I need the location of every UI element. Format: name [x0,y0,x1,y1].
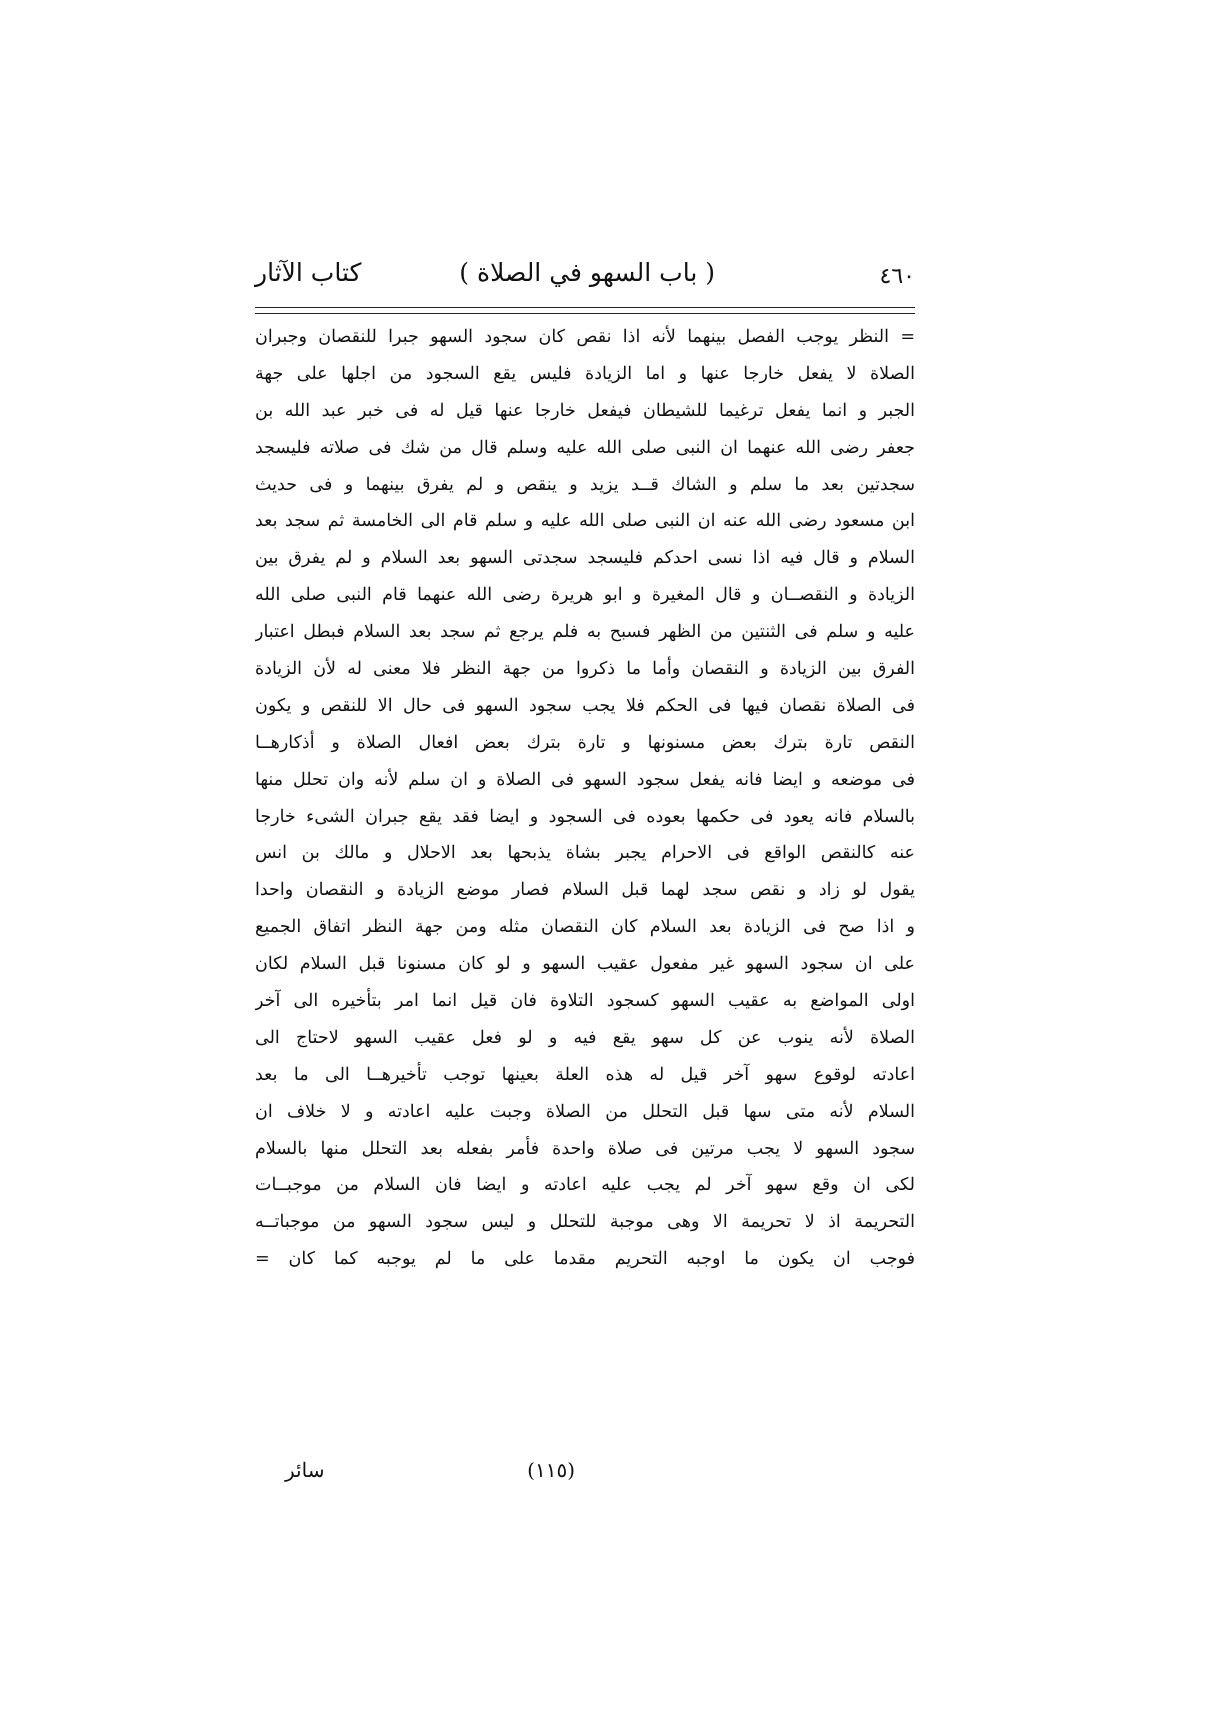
text-line: عنه كالنقص الواقع فى الاحرام يجبر بشاة يذبحها بعد الاحلال و مالك بن انس [255,843,915,864]
text-line: اولى المواضع به عقيب السهو كسجود التلاوة فان قيل انما امر بتأخيره الى آخر [255,991,915,1012]
text-line: و اذا صح فى الزيادة بعد السلام كان النقصان مثله ومن جهة النظر اتفاق الجميع [255,917,915,938]
text-line: اعادته لوقوع سهو آخر قيل له هذه العلة بعينها توجب تأخيرهــا الى ما بعد [255,1064,915,1085]
text-line: سجدتين بعد ما سلم و الشاك قــد يزيد و ينقص و لم يفرق بينهما و فى حديث [255,474,915,495]
text-line: جعفر رضى الله عنهما ان النبى صلى الله عليه وسلم قال من شك فى صلاته فليسجد [255,437,915,458]
text-line: التحريمة اذ لا تحريمة الا وهى موجبة للتحلل و ليس سجود السهو من موجباتــه [255,1212,915,1233]
text-line: ابن مسعود رضى الله عنه ان النبى صلى الله عليه و سلم قام الى الخامسة ثم سجد بعد [255,511,915,532]
header-rule-thin [255,313,915,314]
text-line: فى موضعه و ايضا فانه يفعل سجود السهو فى الصلاة و ان سلم لأنه وان تحلل منها [255,769,915,790]
body-text [255,319,915,1278]
text-line: بالسلام فانه يعود فى حكمها بعوده فى السجود و ايضا فقد يقع جبران الشىء خارجا [255,806,915,827]
catchword: سائر [285,1458,325,1482]
text-line: لكى ان وقع سهو آخر لم يجب عليه اعادته و ايضا فان السلام من موجبــات [255,1175,915,1196]
signature-mark: (١١٥) [527,1458,575,1482]
text-line: الجبر و انما يفعل ترغيما للشيطان فيفعل خارجا عنها قيل له فى خبر عبد الله بن [255,400,915,421]
page-number: ٤٦٠ [879,264,915,289]
text-line: فى الصلاة نقصان فيها فى الحكم فلا يجب سجود السهو فى حال الا للنقص و يكون [255,695,915,716]
text-line: الفرق بين الزيادة و النقصان وأما ما ذكروا من جهة النظر فلا معنى له لأن الزيادة [255,659,915,680]
chapter-title: ( باب السهو في الصلاة ) [459,258,715,287]
page-footer [255,1458,915,1498]
text-line: النقص تارة بترك بعض مسنونها و تارة بترك بعض افعال الصلاة و أذكارهــا [255,732,915,753]
text-line: الزيادة و النقصــان و قال المغيرة و ابو هريرة رضى الله عنهما قام النبى صلى الله [255,585,915,606]
page-header [255,258,915,302]
text-line: = النظر يوجب الفصل بينهما لأنه اذا نقص كان سجود السهو جبرا للنقصان وجبران [255,327,915,347]
header-rule [255,307,915,308]
book-title: كتاب الآثار [255,258,362,287]
text-line: الصلاة لا يفعل خارجا عنها و اما الزيادة فليس يقع السجود من اجلها على جهة [255,363,915,384]
text-line: الصلاة لأنه ينوب عن كل سهو يقع فيه و لو فعل عقيب السهو لاحتاج الى [255,1027,915,1048]
text-line: فوجب ان يكون ما اوجبه التحريم مقدما على ما لم يوجبه كما كان = [255,1249,915,1270]
text-line: على ان سجود السهو غير مفعول عقيب السهو و لو كان مسنونا قبل السلام لكان [255,954,915,975]
text-line: يقول لو زاد و نقص سجد لهما قبل السلام فصار موضع الزيادة و النقصان واحدا [255,880,915,901]
text-line: السلام لأنه متى سها قبل التحلل من الصلاة وجبت عليه اعادته و لا خلاف ان [255,1101,915,1122]
text-line: السلام و قال فيه اذا نسى احدكم فليسجد سجدتى السهو بعد السلام و لم يفرق بين [255,548,915,569]
text-line: سجود السهو لا يجب مرتين فى صلاة واحدة فأمر بفعله بعد التحلل منها بالسلام [255,1138,915,1159]
text-line: عليه و سلم فى الثنتين من الظهر فسبح به فلم يرجع ثم سجد بعد السلام فبطل اعتبار [255,622,915,643]
